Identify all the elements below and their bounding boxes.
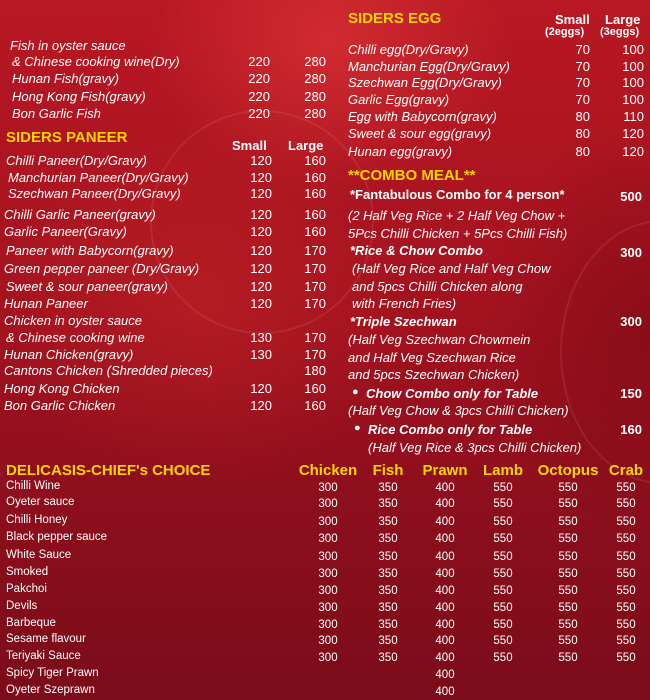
menu-item-name: Manchurian Paneer(Dry/Gravy) [8, 170, 189, 185]
table-cell-price: 400 [435, 652, 455, 664]
price-small: 220 [248, 106, 270, 121]
price-large: 280 [304, 89, 326, 104]
table-cell-price: 350 [378, 551, 398, 563]
combo-title: *Triple Szechwan [350, 314, 457, 329]
table-cell-price: 550 [493, 619, 513, 631]
table-row-name: Black pepper sauce [6, 531, 108, 543]
table-cell-price: 550 [616, 602, 636, 614]
table-cell-price: 550 [558, 635, 578, 647]
price-small: 120 [250, 186, 272, 201]
table-cell-price: 300 [318, 602, 338, 614]
table-cell-price: 400 [435, 669, 455, 681]
table-cell-price: 300 [318, 498, 338, 510]
combo-detail: with French Fries) [352, 296, 457, 311]
table-cell-price: 350 [378, 516, 398, 528]
section-title: SIDERS EGG [348, 10, 442, 27]
price-large: 280 [304, 71, 326, 86]
table-cell-price: 350 [378, 652, 398, 664]
table-cell-price: 300 [318, 482, 338, 494]
table-row-name: Chilli Honey [6, 514, 68, 526]
menu-item-name: Egg with Babycorn(gravy) [348, 109, 497, 124]
table-column-header: Octopus [537, 462, 599, 479]
table-row-name: Oyeter sauce [6, 496, 75, 508]
price-small: 130 [250, 330, 272, 345]
combo-title: *Rice & Chow Combo [350, 243, 483, 258]
table-cell-price: 300 [318, 551, 338, 563]
table-cell-price: 400 [435, 516, 455, 528]
table-cell-price: 400 [435, 498, 455, 510]
combo-price: 300 [620, 314, 642, 329]
table-row-name: White Sauce [6, 549, 72, 561]
combo-price: 300 [620, 245, 642, 260]
table-cell-price: 400 [435, 482, 455, 494]
table-cell-price: 300 [318, 652, 338, 664]
table-cell-price: 400 [435, 635, 455, 647]
menu-item-name: Garlic Egg(gravy) [348, 92, 450, 107]
combo-detail: and 5pcs Szechwan Chicken) [348, 367, 520, 382]
table-cell-price: 550 [616, 498, 636, 510]
table-cell-price: 550 [558, 482, 578, 494]
price-large: 170 [304, 347, 326, 362]
table-cell-price: 300 [318, 619, 338, 631]
table-cell-price: 550 [558, 568, 578, 580]
bullet-icon: ● [352, 386, 359, 398]
price-small: 120 [250, 296, 272, 311]
table-cell-price: 550 [493, 516, 513, 528]
menu-item-name: Hunan Fish(gravy) [12, 71, 119, 86]
price-small: 120 [250, 261, 272, 276]
table-cell-price: 550 [493, 635, 513, 647]
combo-detail: (Half Veg Chow & 3pcs Chilli Chicken) [348, 403, 569, 418]
combo-title: Rice Combo only for Table [368, 422, 533, 437]
price-large: 160 [304, 207, 326, 222]
table-cell-price: 550 [616, 619, 636, 631]
table-cell-price: 350 [378, 619, 398, 631]
table-cell-price: 550 [558, 516, 578, 528]
table-cell-price: 550 [493, 652, 513, 664]
table-cell-price: 300 [318, 635, 338, 647]
combo-title: Chow Combo only for Table [366, 386, 539, 401]
table-cell-price: 550 [558, 585, 578, 597]
price-small: 70 [575, 75, 590, 90]
price-small: 220 [248, 71, 270, 86]
menu-item-name: Chilli egg(Dry/Gravy) [348, 42, 469, 57]
menu-item-name: & Chinese cooking wine(Dry) [12, 54, 180, 69]
price-small: 120 [250, 170, 272, 185]
table-cell-price: 550 [616, 652, 636, 664]
table-cell-price: 300 [318, 585, 338, 597]
table-row-name: Barbeque [6, 617, 56, 629]
combo-detail: and Half Veg Szechwan Rice [348, 350, 516, 365]
price-large: 160 [304, 170, 326, 185]
table-row-name: Devils [6, 600, 38, 612]
price-large: 170 [304, 296, 326, 311]
menu-item-name: Garlic Paneer(Gravy) [4, 224, 127, 239]
menu-item-name: Chilli Paneer(Dry/Gravy) [6, 153, 147, 168]
table-cell-price: 550 [493, 533, 513, 545]
column-header-large-sub: (3eggs) [600, 26, 640, 38]
table-cell-price: 350 [378, 602, 398, 614]
table-cell-price: 550 [616, 533, 636, 545]
menu-item-name: Hunan egg(gravy) [348, 144, 453, 159]
menu-item-name: Chilli Garlic Paneer(gravy) [4, 207, 156, 222]
menu-item-name: Bon Garlic Chicken [4, 398, 116, 413]
table-cell-price: 400 [435, 619, 455, 631]
price-large: 120 [622, 144, 644, 159]
table-cell-price: 350 [378, 585, 398, 597]
menu-item-name: Hunan Paneer [4, 296, 88, 311]
menu-item-name: Manchurian Egg(Dry/Gravy) [348, 59, 510, 74]
column-header-large: Large [288, 138, 324, 153]
table-cell-price: 550 [616, 516, 636, 528]
price-large: 170 [304, 261, 326, 276]
table-cell-price: 350 [378, 498, 398, 510]
table-cell-price: 550 [558, 498, 578, 510]
table-column-header: Lamb [482, 462, 523, 479]
combo-detail: (Half Veg Rice and Half Veg Chow [352, 261, 551, 276]
menu-item-name: Szechwan Egg(Dry/Gravy) [348, 75, 502, 90]
table-cell-price: 400 [435, 585, 455, 597]
table-row-name: Pakchoi [6, 583, 47, 595]
price-large: 170 [304, 279, 326, 294]
price-small: 80 [575, 144, 590, 159]
price-small: 70 [575, 92, 590, 107]
menu-item-name: Hunan Chicken(gravy) [4, 347, 134, 362]
table-cell-price: 400 [435, 551, 455, 563]
menu-item-name: Chicken in oyster sauce [4, 313, 143, 328]
table-cell-price: 350 [378, 635, 398, 647]
table-cell-price: 550 [493, 498, 513, 510]
menu-item-name: & Chinese cooking wine [6, 330, 145, 345]
combo-price: 160 [620, 422, 642, 437]
column-header-large: Large [605, 12, 641, 27]
table-row-name: Smoked [6, 566, 49, 578]
price-small: 120 [250, 279, 272, 294]
table-column-header: Prawn [422, 462, 468, 479]
price-large: 110 [623, 109, 644, 124]
table-cell-price: 300 [318, 516, 338, 528]
section-title: **COMBO MEAL** [348, 167, 476, 184]
bullet-icon: ● [354, 422, 361, 434]
table-cell-price: 550 [558, 602, 578, 614]
price-large: 180 [304, 363, 326, 378]
section-title: SIDERS PANEER [6, 129, 128, 146]
column-header-small-sub: (2eggs) [545, 26, 585, 38]
table-cell-price: 550 [493, 482, 513, 494]
price-small: 70 [575, 59, 590, 74]
price-small: 70 [575, 42, 590, 57]
price-small: 120 [250, 381, 272, 396]
price-large: 160 [304, 153, 326, 168]
menu-item-name: Green pepper paneer (Dry/Gravy) [4, 261, 200, 276]
table-cell-price: 550 [558, 652, 578, 664]
price-small: 220 [248, 89, 270, 104]
table-cell-price: 350 [378, 482, 398, 494]
price-small: 120 [250, 243, 272, 258]
combo-detail: (2 Half Veg Rice + 2 Half Veg Chow + [348, 208, 566, 223]
table-column-header: Crab [608, 462, 644, 479]
menu-item-name: Hong Kong Chicken [4, 381, 120, 396]
combo-title: *Fantabulous Combo for 4 person* [350, 187, 565, 202]
price-large: 100 [622, 59, 644, 74]
section-title: DELICASIS-CHIEF's CHOICE [6, 462, 211, 479]
menu-item-name: Hong Kong Fish(gravy) [12, 89, 146, 104]
table-cell-price: 550 [493, 568, 513, 580]
table-cell-price: 300 [318, 533, 338, 545]
table-cell-price: 400 [435, 602, 455, 614]
price-large: 160 [304, 398, 326, 413]
price-large: 160 [304, 381, 326, 396]
menu-item-name: Sweet & sour egg(gravy) [348, 126, 492, 141]
table-cell-price: 350 [378, 533, 398, 545]
price-small: 80 [575, 126, 590, 141]
table-row-name: Spicy Tiger Prawn [6, 667, 99, 679]
price-large: 160 [304, 186, 326, 201]
table-column-header: Fish [372, 462, 404, 479]
table-cell-price: 550 [558, 619, 578, 631]
table-cell-price: 550 [558, 551, 578, 563]
table-row-name: Chilli Wine [6, 480, 61, 492]
table-row-name: Oyeter Szeprawn [6, 684, 95, 696]
table-cell-price: 550 [493, 551, 513, 563]
price-small: 130 [250, 347, 272, 362]
table-cell-price: 550 [493, 602, 513, 614]
combo-price: 150 [620, 386, 642, 401]
price-large: 170 [304, 243, 326, 258]
price-large: 100 [622, 42, 644, 57]
combo-detail: and 5pcs Chilli Chicken along [352, 279, 523, 294]
table-cell-price: 400 [435, 686, 455, 698]
menu-item-name: Szechwan Paneer(Dry/Gravy) [8, 186, 181, 201]
table-cell-price: 400 [435, 568, 455, 580]
table-row-name: Teriyaki Sauce [6, 650, 81, 662]
price-large: 160 [304, 224, 326, 239]
combo-detail: (Half Veg Szechwan Chowmein [348, 332, 531, 347]
table-cell-price: 550 [616, 568, 636, 580]
price-large: 280 [304, 54, 326, 69]
price-large: 120 [622, 126, 644, 141]
table-cell-price: 550 [616, 551, 636, 563]
price-large: 280 [304, 106, 326, 121]
table-cell-price: 550 [616, 635, 636, 647]
price-small: 120 [250, 398, 272, 413]
price-small: 120 [250, 153, 272, 168]
column-header-small: Small [555, 12, 590, 27]
price-large: 100 [622, 75, 644, 90]
table-cell-price: 400 [435, 533, 455, 545]
menu-item-name: Sweet & sour paneer(gravy) [6, 279, 168, 294]
price-small: 220 [248, 54, 270, 69]
table-cell-price: 550 [616, 585, 636, 597]
table-cell-price: 550 [493, 585, 513, 597]
table-row-name: Sesame flavour [6, 633, 86, 645]
combo-detail: (Half Veg Rice & 3pcs Chilli Chicken) [368, 440, 582, 455]
table-column-header: Chicken [298, 462, 358, 479]
table-cell-price: 300 [318, 568, 338, 580]
column-header-small: Small [232, 138, 267, 153]
menu-item-name: Bon Garlic Fish [12, 106, 101, 121]
menu-item-name: Fish in oyster sauce [10, 38, 126, 53]
table-cell-price: 350 [378, 568, 398, 580]
combo-price: 500 [620, 189, 642, 204]
price-large: 100 [622, 92, 644, 107]
price-small: 120 [250, 224, 272, 239]
price-large: 170 [304, 330, 326, 345]
price-small: 120 [250, 207, 272, 222]
table-cell-price: 550 [616, 482, 636, 494]
menu-item-name: Paneer with Babycorn(gravy) [6, 243, 174, 258]
price-small: 80 [575, 109, 590, 124]
table-cell-price: 550 [558, 533, 578, 545]
menu-item-name: Cantons Chicken (Shredded pieces) [4, 363, 213, 378]
combo-detail: 5Pcs Chilli Chicken + 5Pcs Chilli Fish) [348, 226, 568, 241]
